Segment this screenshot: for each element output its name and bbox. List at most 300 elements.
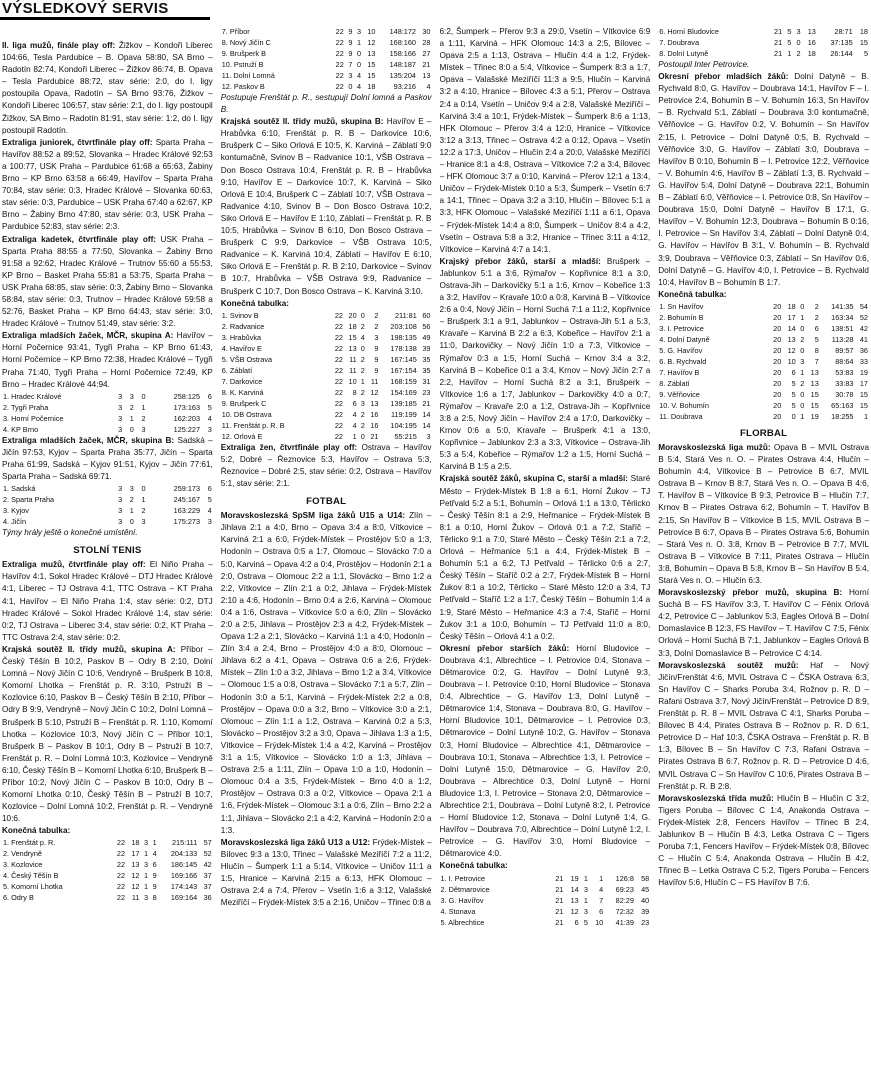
table-row	[440, 895, 651, 906]
team-name: 4. Jičín	[3, 517, 27, 527]
stat-cell: 16	[807, 38, 816, 47]
team-name: 8. Nový Jičín C	[221, 38, 271, 47]
stat-cell: 9	[348, 27, 353, 36]
team-name: 3. Kyjov	[3, 506, 29, 516]
stat-cell: 3	[129, 484, 134, 494]
stat-cell: 126:8	[615, 873, 634, 883]
stat-cell: 1	[144, 871, 149, 881]
stat-cell: 14	[570, 884, 579, 894]
stat-cell: 41	[859, 334, 868, 344]
stat-cell: 6	[352, 398, 357, 408]
stat-cell: 125:227	[173, 424, 201, 434]
stat-cell: 52	[203, 849, 212, 859]
competition-heading: Krajská soutěž II. třídy mužů, skupina B:	[220, 117, 384, 127]
stat-cell: 8	[814, 345, 819, 355]
stat-cell: 15	[348, 332, 357, 342]
team-name: 6. Odry B	[3, 893, 34, 903]
stat-cell: 22	[334, 398, 343, 408]
standings-table	[2, 483, 213, 527]
stat-cell: 5	[791, 389, 796, 399]
competition-heading: Moravskoslezská soutěž mužů:	[658, 660, 799, 670]
stat-cell: 20	[348, 310, 357, 320]
stat-cell: 173:163	[173, 402, 201, 412]
column-4	[658, 26, 869, 1082]
result-text: Frýdek-Místek – Bílovec 9:3 a 13:0, Třinec – Valašské Meziříčí 7:2 a 11:2, Hlučín – Šumperk 1:1 a 5:14, Vítkovice – Uničov 11:1 a 1:5, Hranice – Karviná 2:15 a 6:13, HFK Olomouc – Ostrava 2:4 a 7:4, Přerov – Vsetín 1:6 a 3:12, Valašské Meziříčí – Frýdek-Místek 3:5 a 2:16, Uničov – Třinec 0:8 a	[220, 837, 432, 908]
stat-cell: 21	[422, 398, 431, 408]
table-row	[2, 413, 213, 424]
stat-cell: 0	[796, 38, 801, 47]
stat-cell: 13	[787, 334, 796, 344]
stat-cell: 1	[144, 849, 149, 859]
team-name: 3. Horní Počernice	[3, 413, 64, 423]
table-row	[221, 48, 432, 59]
stat-cell: 3	[800, 356, 805, 366]
stat-cell: 1	[141, 402, 146, 412]
stat-cell: 3	[118, 495, 123, 505]
column-2	[221, 26, 432, 1082]
stat-cell: 211:81	[395, 310, 417, 320]
stat-cell: 3	[118, 391, 123, 401]
stat-cell: 20	[773, 378, 782, 388]
stat-cell: 20	[773, 312, 782, 322]
table-row	[658, 26, 869, 37]
stat-cell: 49	[422, 332, 431, 342]
stat-cell: 14	[422, 420, 431, 430]
stat-cell: 5	[583, 917, 588, 927]
stat-cell: 30:78	[835, 389, 854, 399]
table-row	[2, 859, 213, 870]
stat-cell: 148:187	[389, 60, 416, 69]
table-heading: Konečná tabulka:	[658, 289, 727, 299]
stat-cell: 5	[207, 495, 212, 505]
stat-cell: 28	[422, 38, 431, 47]
team-name: 5. Albrechtice	[440, 917, 485, 927]
stat-cell: 1	[152, 838, 157, 848]
result-block	[2, 644, 213, 825]
stat-cell: 22	[116, 871, 126, 881]
stat-cell: 12	[370, 387, 379, 397]
stat-cell: 13	[367, 49, 376, 58]
stat-cell: 3	[207, 517, 212, 527]
stat-cell: 215:111	[171, 838, 198, 848]
stat-cell: 20	[773, 301, 782, 311]
competition-heading: Moravskoslezský přebor mužů, skupina B:	[658, 588, 843, 598]
stat-cell: 12	[787, 345, 796, 355]
stat-cell: 10	[787, 356, 796, 366]
result-block	[658, 71, 869, 289]
table-heading: Konečná tabulka:	[2, 826, 71, 836]
team-name: 12. Orlová E	[221, 431, 263, 441]
team-name: 2. Vendryně	[3, 849, 42, 859]
table-row	[221, 398, 432, 409]
stat-cell: 2	[360, 365, 365, 375]
stat-cell: 0	[800, 389, 805, 399]
result-text: Havířov E – Hrabůvka 6:10, Frenštát p. R. B – Darkovice 10:6, Brušperk C – Siko Orlová E 10:5, K. Karviná – Záblatí 9:0 kontumačně, Svinov B – Radvanice 10:1, VŠB Ostrava – Don Bosco Ostrava 10:4, Frenštát p. R. B – Hrabůvka 9:10, Havířov E – Darkovice 10:7, K. Karviná – Siko Orlová E 10:4, Brušperk C – Záblatí 10:7, VŠB Ostrava – Radvanice 4:10, Svinov B – Don Bosco Ostrava 10:2, Siko Orlová E – Havířov E 1:10, Záblatí – Frenštát p. R. B 10:5, Hrabůvka – Svinov B 6:10, Don Bosco Ostrava – Brušperk C 9:9, Darkovice – VŠB Ostrava 10:5, Radvanice – K. Karviná 10:4, Záblatí – Havířov E 6:10, Siko Orlová E – Frenštát p. R. B 2:10, Darkovice – Svinov B 10:7, Hrabůvka – VŠB Ostrava 9:9, Radvanice – Brušperk C 10:7, Don Bosco Ostrava – K. Karviná 3:10.	[220, 117, 432, 296]
stat-cell: 82:29	[615, 895, 634, 905]
stat-cell: 9	[348, 49, 353, 58]
stat-cell: 12	[570, 906, 579, 916]
stat-cell: 5	[791, 378, 796, 388]
stat-cell: 3	[118, 413, 123, 423]
result-block	[2, 330, 213, 390]
stat-cell: 104:195	[390, 420, 417, 430]
stat-cell: 2	[360, 409, 365, 419]
stat-cell: 65:163	[831, 400, 854, 410]
table-row	[221, 409, 432, 420]
stat-cell: 6	[791, 367, 796, 377]
table-row	[221, 310, 432, 321]
competition-heading: Moravskoslezská liga žáků U13 a U12:	[220, 837, 371, 847]
table-row	[2, 391, 213, 402]
stat-cell: 154:169	[390, 387, 417, 397]
team-name: 10. Pstruží B	[221, 60, 264, 69]
stat-cell: 3	[426, 431, 431, 441]
stat-cell: 22	[335, 60, 344, 69]
standings-table	[221, 310, 432, 442]
stat-cell: 8	[352, 387, 357, 397]
result-text: Haf – Nový Jičín/Frenštát 4:6, MVIL Ostrava C – ČSKA Ostrava 6:3, Sn Havířov C – Sharks Poruba 3:4, Rožnov p. R. D – Rafani Ostrava 3:7, Nový Jičín/Frenštát – Petrovice D 8:9, Frenštát p. R. 8 – MVIL Ostrava C 4:1, Sharks Poruba – Bílovec B 4:4, Pirates Ostrava B – Rožnov p. R. D 6:1, Petrovice D – Haf 10:3, ČSKA Ostrava – Frenštát p. R. B 1:3, Bílovec B – Sn Havířov C 7:3, Rafani Ostrava – Pirates Ostrava B 6:7, Rožnov p. R. D – Petrovice D 4:6, MVIL Ostrava C – Sn Havířov C 10:6, Pirates Ostrava B – Frenštát p. R. B 2:8.	[658, 660, 869, 791]
stat-cell: 2	[796, 49, 801, 58]
result-text: Brušperk – Jablunkov 5:1 a 3:6, Rýmařov – Kopřivnice 8:1 a 3:0, Ostrava-Jih – Darkovičky 5:1 a 1:6, Krnov – Kobeřice 1:3 a 3:2, Havířov – Kravaře 10:0 a 0:8, Karviná B – Vítkovice 2:6 a 0:4, Nový Jičín – Horní Suchá 7:1 a 11:2, Kopřivnice – Brušperk 3:1 a 9:1, Jablunkov – Ostrava-Jih 5:1 a 5:3, Kravaře – Karviná B 2:2 a 6:3, Kobeřice – Havířov 2:1 a 11:0, Darkovičky – Nový Jičín 1:0 a 7:3, Vítkovice – Rýmařov 0:3 a 1:5, Horní Suchá – Krnov 3:4 a 3:2, Karviná B – Kobeřice 0:1 a 3:4, Krnov – Nový Jičín 2:7 a 2:2, Havířov – Horní Suchá 8:2 a 3:1, Brušperk – Vítkovice 1:6 a 1:7, Jablunkov – Darkovičky 4:0 a 0:7, Rýmařov – Kravaře 2:0 a 1:2, Ostrava-Jih – Kopřivnice 3:8 a 2:5, Nový Jičín – Havířov 2:4 a 17:0, Darkovičky – Krnov 0:6 a 5:0, Kravaře – Brušperk 4:1 a 13:0, Kopřivnice – Jablunkov 2:3 a 3:3, Vítkovice – Ostrava-Jih 5:3 a 5:4, Kobeřice – Rýmařov 1:2 a 1:5, Horní Suchá – Karviná B 1:5 a 2:5.	[439, 256, 651, 472]
stat-cell: 21	[555, 917, 564, 927]
team-name: 2. Tygři Praha	[3, 402, 49, 412]
stat-cell: 5	[863, 49, 868, 58]
result-block	[2, 137, 213, 234]
team-name: 10. DB Ostrava	[221, 409, 272, 419]
stat-cell: 22	[334, 431, 343, 441]
stat-cell: 42	[859, 323, 868, 333]
table-row	[2, 483, 213, 494]
stat-cell: 33	[859, 356, 868, 366]
stat-cell: 4	[356, 71, 362, 80]
stat-cell: 22	[335, 27, 344, 36]
stat-cell: 22	[335, 82, 344, 91]
stat-cell: 1	[583, 895, 588, 905]
team-name: 12. Paskov B	[221, 82, 265, 91]
stat-cell: 21	[774, 38, 783, 47]
stat-cell: 7	[599, 895, 604, 905]
stat-cell: 113:28	[831, 334, 854, 344]
article-columns	[2, 26, 869, 1082]
team-name: 2. Radvanice	[221, 321, 265, 331]
table-row	[221, 37, 432, 48]
table-row	[221, 420, 432, 431]
team-name: 6. Záblatí	[221, 365, 253, 375]
stat-cell: 1	[129, 506, 134, 516]
stat-cell: 20	[773, 323, 782, 333]
result-block	[440, 256, 651, 474]
stat-cell: 9	[374, 354, 379, 364]
result-block	[658, 793, 869, 890]
stat-cell: 3	[118, 484, 123, 494]
stat-cell: 21	[555, 906, 564, 916]
table-row	[658, 367, 869, 378]
stat-cell: 18	[787, 301, 796, 311]
stat-cell: 204:133	[170, 849, 198, 859]
stat-cell: 22	[334, 376, 343, 386]
table-row	[658, 37, 869, 48]
team-name: 6. Horní Bludovice	[659, 27, 719, 36]
stat-cell: 1	[356, 38, 362, 47]
stat-cell: 3	[348, 71, 353, 80]
stat-cell: 26:144	[830, 49, 853, 58]
stat-cell: 148:172	[389, 27, 416, 36]
stat-cell: 13	[570, 895, 579, 905]
stat-cell: 6	[152, 860, 157, 870]
stat-cell: 30	[422, 27, 431, 36]
result-text: Sadská – Jičín 97:53, Kyjov – Sparta Praha 35:77, Jičín – Sparta Praha 61:99, Sadská – Kyjov 91:51, Kyjov – Jičín 77:61, Sparta Praha – Sadská 69:71.	[2, 435, 213, 481]
stat-cell: 14	[422, 409, 431, 419]
stat-cell: 22	[116, 860, 126, 870]
stat-cell: 10	[367, 27, 376, 36]
stat-cell: 15	[859, 389, 868, 399]
stat-cell: 1	[800, 367, 805, 377]
stat-cell: 22	[334, 332, 343, 342]
stat-cell: 258:125	[173, 391, 201, 401]
stat-cell: 3	[129, 391, 134, 401]
stat-cell: 163:34	[831, 312, 854, 322]
stat-cell: 28:71	[834, 27, 853, 36]
stat-cell: 37:135	[830, 38, 853, 47]
competition-heading: Krajský přebor žáků, starší a mladší:	[439, 256, 601, 266]
team-name: 7. Příbor	[221, 27, 250, 36]
stat-cell: 13	[810, 378, 819, 388]
stat-cell: 3	[141, 517, 146, 527]
note-text: Postoupil Inter Petrovice.	[658, 60, 750, 69]
stat-cell: 22	[335, 71, 344, 80]
table-row	[2, 505, 213, 516]
result-text: 6:2, Šumperk – Přerov 9:3 a 29:0, Vsetín – Vítkovice 6:9 a 1:11, Karviná – HFK Olomouc 14:3 a 2:5, Bílovec – Opava 2:5 a 1:13, Ostrava – Hlučín 4:4 a 1:2, Frýdek-Místek – Třinec 8:0 a 5:4, Vítkovice – Šumperk 8:3 a 1:7, Opava – Valašské Meziříčí 11:3 a 9:5, Hlučín – Karviná 3:2 a 4:10, Hranice – Bílovec 4:3 a 5:1, Přerov – Ostrava 2:4 a 0:14, Vsetín – Uničov 9:4 a 2:8, Valašské Meziříčí – Karviná 3:4 a 10:1, Frýdek-Místek – Šumperk 8:6 a 1:13, HFK Olomouc – Přerov 3:4 a 12:0, Hranice – Vítkovice 3:12 a 3:13, Třinec – Ostrava 4:2 a 0:12, Opava – Vsetín 12:2 a 17:3, Uničov – Hlučín 2:4 a 20:0, Valašské Meziříčí – Hranice 8:1 a 4:8, Ostrava – Vítkovice 7:2 a 3:4, Bílovec – HFK Olomouc 3:7 a 0:10, Karviná – Přerov 12:1 a 13:4, Uničov – Frýdek-Místek 0:10 a 5:3, Šumperk – Vsetín 6:7 a 14:1, Třinec – Opava 3:2 a 3:10, Hlučín – Bílovec 5:1 a 3:3, HFK Olomouc – Valašské Meziříčí 1:11 a 6:1, Opava – Frýdek-Místek 14:4 a 8:0, Šumperk – Uničov 8:4 a 4:2, Vsetín – Ostrava 5:8 a 3:2, Hranice – Třinec 3:11 a 4:12, Vítkovice – Karviná 4:7 a 14:1.	[439, 27, 651, 254]
stat-cell: 16	[370, 420, 379, 430]
result-block	[658, 442, 869, 587]
competition-heading: Extraliga žen, čtvrtfinále play off:	[220, 442, 358, 452]
sport-section-title: STOLNÍ TENIS	[73, 545, 142, 557]
team-name: 8. Dolní Lutyně	[659, 49, 709, 58]
stat-cell: 10	[595, 917, 604, 927]
competition-heading: Extraliga mladších žaček, MČR, skupina A:	[2, 331, 174, 341]
stat-cell: 3	[118, 517, 123, 527]
stat-cell: 10	[348, 376, 357, 386]
stat-cell: 1	[800, 411, 805, 421]
team-name: 4. Český Těšín B	[3, 871, 59, 881]
stat-cell: 1	[129, 413, 134, 423]
team-name: 11. Frenštát p. R. B	[221, 420, 285, 430]
team-name: 7. Havířov B	[659, 367, 700, 377]
result-text: Horní Bludovice – Doubrava 4:1, Albrechtice – I. Petrovice 0:4, Stonava – Dětmarovice 0:2, G. Havířov – Dolní Lutyně 9:3, Doubrava – I. Petrovice 0:10, Horní Bludovice – Stonava 0:4, Albrechtice – G. Havířov 1:3, Dolní Lutyně – Dětmarovice 1:4, Stonava – Doubrava 8:0, G. Havířov – Horní Bludovice 10:1, Dětmarovice – I. Petrovice 0:3, Dětmarovice – Dolní Lutyně 10:2, G. Havířov – Stonava 0:3, Horní Bludovice – Albrechtice 4:1, Dětmarovice – Doubrava 10:1, Stonava – Albrechtice 1:3, I. Petrovice – Dolní Lutyně 15:0, Dětmarovice – G. Havířov 2:0, Doubrava – Albrechtice 0:3, Dolní Lutyně – Horní Bludovice 1:3, I. Petrovice – Stonava 2:0, Dětmarovice – Albrechtice 2:1, Doubrava – Dolní Lutyně 8:2, I. Petrovice – Horní Bludovice 1:2, Stonava – Dolní Lutyně 1:4, G. Havířov – Doubrava 7:0, Albrechtice – Dolní Lutyně 1:2, I. Petrovice – G. Havířov 3:0, Horní Bludovice – Dětmarovice 4:0.	[439, 643, 651, 859]
standings-table	[2, 837, 213, 903]
stat-cell: 19	[859, 367, 868, 377]
stat-cell: 1	[352, 431, 357, 441]
competition-heading: II. liga mužů, finále play off:	[2, 41, 116, 50]
team-name: 3. Hrabůvka	[221, 332, 262, 342]
result-block	[658, 587, 869, 660]
stat-cell: 12	[131, 882, 140, 892]
stat-cell: 1	[787, 49, 792, 58]
stat-cell: 18	[348, 321, 357, 331]
stat-cell: 36	[859, 345, 868, 355]
stat-cell: 3	[118, 424, 123, 434]
stat-cell: 13	[422, 71, 431, 80]
stat-cell: 186:145	[170, 860, 198, 870]
stat-cell: 1	[141, 495, 146, 505]
stat-cell: 6	[814, 323, 819, 333]
stat-cell: 3	[144, 860, 149, 870]
stat-cell: 93:216	[393, 82, 416, 91]
sport-section-title: FLORBAL	[740, 427, 788, 439]
stat-cell: 20	[773, 345, 782, 355]
stat-cell: 3	[374, 332, 379, 342]
stat-cell: 2	[141, 506, 146, 516]
stat-cell: 11	[349, 365, 357, 375]
competition-heading: Moravskoslezská třída mužů:	[658, 793, 774, 803]
stat-cell: 2	[129, 495, 134, 505]
table-row	[221, 365, 432, 376]
stat-cell: 2	[141, 413, 146, 423]
stat-cell: 3	[796, 27, 801, 36]
result-text: El Niño Praha – Havířov 4:1, Sokol Hradec Králové – DTJ Hradec Králové 4:1, Liberec – TJ Ostrava 4:1, TTC Ostrava – KT Praha 4:1, Havířov – El Niño Praha 1:4, stav série: 0:2, DTJ Hradec Králové – Sokol Hradec Králové 1:4, stav série: 0:2, TJ Ostrava – Liberec 3:4, stav série: 0:2, KT Praha – TTC Ostrava 2:4, stav série: 0:2.	[2, 560, 213, 642]
stat-cell: 20	[773, 411, 782, 421]
table-row	[440, 873, 651, 884]
team-name: 11. Dolní Lomná	[221, 71, 275, 80]
stat-cell: 2	[374, 321, 379, 331]
team-name: 5. Komorní Lhotka	[3, 882, 63, 892]
stat-cell: 18	[807, 49, 816, 58]
stat-cell: 139:185	[390, 398, 417, 408]
result-block	[440, 473, 651, 642]
page-title: VÝSLEDKOVÝ SERVIS	[0, 0, 210, 20]
stat-cell: 203:108	[390, 321, 417, 331]
stat-cell: 20	[773, 400, 782, 410]
table-row	[2, 892, 213, 903]
team-name: 11. Doubrava	[659, 411, 703, 421]
stat-cell: 135:204	[389, 71, 416, 80]
stat-cell: 13	[348, 343, 357, 353]
stat-cell: 5	[207, 402, 212, 412]
stat-cell: 3	[356, 27, 362, 36]
stat-cell: 37	[203, 871, 212, 881]
stat-cell: 0	[356, 60, 362, 69]
table-row	[658, 312, 869, 323]
stat-cell: 2	[129, 402, 134, 412]
stat-cell: 3	[118, 402, 123, 412]
stat-cell: 54	[859, 301, 868, 311]
standings-table	[2, 391, 213, 435]
stat-cell: 21	[555, 884, 564, 894]
stat-cell: 22	[334, 343, 343, 353]
table-row	[658, 301, 869, 312]
stat-cell: 4	[426, 82, 431, 91]
stat-cell: 6	[599, 906, 604, 916]
team-name: 9. Věřňovice	[659, 389, 700, 399]
stat-cell: 158:166	[389, 49, 416, 58]
table-row	[2, 494, 213, 505]
table-row	[658, 400, 869, 411]
stat-cell: 9	[152, 871, 157, 881]
result-text: Horní Suchá B – FS Havířov 3:3, T. Havířov C – Fénix Orlová 4:2, Petrovice C – Jablunkov 5:3, Eagles Orlová B – Dolní Domaslavice B 12:3, FS Havířov – T. Havířov C 7:5, Fénix Orlová – Horní Suchá B 7:1, Jablunkov – Eagles Orlová B 3:3, Dolní Domaslavice B – Petrovice C 4:14.	[658, 588, 869, 658]
team-name: 7. Darkovice	[221, 376, 263, 386]
stat-cell: 0	[141, 391, 146, 401]
stat-cell: 4	[356, 82, 362, 91]
result-text: Zlín – Jihlava 2:1 a 4:0, Brno – Opava 3:4 a 8:0, Vítkovice – Karviná 2:1 a 6:0, Frýdek-Místek – Prostějov 5:0 a 1:3, Hodonín – Ostrava 0:5 a 1:7, Olomouc – Slovácko 7:0 a 5:0, Karviná – Opava 4:2 a 0:4, Prostějov – Hodonín 2:1 a 2:0, Ostrava – Olomouc 2:2 a 1:1, Slovácko – Brno 1:2 a 2:2, Vítkovice – Zlín 2:1 a 0:2, Jihlava – Frýdek-Místek 2:10 a 4:6, Hodonín – Brno 0:4 a 2:6, Karviná – Olomouc 0:4 a 1:6, Ostrava – Vítkovice 5:0 a 6:0, Zlín – Slovácko 2:0 a 2:5, Jihlava – Prostějov 2:3 a 4:2, Frýdek-Místek – Opava 1:2 a 2:1, Slovácko – Karviná 1:1 a 4:0, Hodonín – Zlín 3:4 a 2:4, Brno – Prostějov 4:0 a 8:0, Olomouc – Jihlava 6:2 a 4:1, Opava – Ostrava 0:6 a 2:6, Frýdek-Místek – Zlín 1:0 a 3:2, Jihlava – Brno 1:2 a 3:4, Vítkovice – Olomouc 1:5 a 0:8, Ostrava – Slovácko 7:1 a 5:7, Zlín – Hodonín 3:0 a 5:1, Karviná – Frýdek-Místek 2:2 a 0:8, Prostějov – Opava 0:0 a 3:2, Brno – Vítkovice 3:0 a 2:1, Olomouc – Zlín 1:1 a 1:2, Ostrava – Karviná 0:2 a 5:3, Slovácko – Prostějov 3:2 a 3:0, Opava – Jihlava 1:3 a 1:5, Vítkovice – Frýdek-Místek 1:4 a 4:2, Karviná – Prostějov 3:1 a 1:5, Vítkovice – Slovácko 1:0 a 1:3, Jihlava – Ostrava 2:5 a 1:11, Zlín – Opava 1:0 a 1:0, Hodonín – Olomouc 0:4 a 3:5, Frýdek-Místek – Brno 4:0 a 1:2, Prostějov – Ostrava 0:3 a 0:2, Vítkovice – Opava 2:1 a 1:6, Frýdek-Místek – Olomouc 3:1 a 0:6, Zlín – Brno 2:2 a 1:1, Jihlava – Slovácko 2:1 a 4:2, Karviná – Hodonín 2:0 a 1:3.	[220, 511, 432, 835]
stat-cell: 174:143	[170, 882, 198, 892]
stat-cell: 22	[334, 354, 343, 364]
sport-section-title: FOTBAL	[306, 496, 347, 508]
result-block	[440, 26, 651, 256]
result-block	[221, 116, 432, 297]
competition-heading: Krajská soutěž II. třídy mužů, skupina A:	[2, 644, 176, 654]
stat-cell: 3	[360, 398, 365, 408]
result-block	[2, 40, 213, 137]
table-row	[2, 881, 213, 892]
stat-cell: 22	[116, 893, 126, 903]
stat-cell: 259:173	[173, 484, 201, 494]
stat-cell: 22	[335, 49, 344, 58]
stat-cell: 20	[773, 389, 782, 399]
stat-cell: 9	[348, 38, 353, 47]
stat-cell: 0	[356, 49, 362, 58]
stat-cell: 198:135	[390, 332, 417, 342]
stat-cell: 22	[334, 387, 343, 397]
table-row	[2, 402, 213, 413]
team-name: 8. K. Karviná	[221, 387, 264, 397]
stat-cell: 56	[422, 321, 431, 331]
stat-cell: 162:203	[173, 413, 201, 423]
column-1	[2, 40, 213, 1082]
table-row	[2, 516, 213, 527]
column-3	[440, 26, 651, 1082]
table-row	[2, 837, 213, 848]
stat-cell: 2	[360, 420, 365, 430]
table-row	[221, 376, 432, 387]
team-name: 5. G. Havířov	[659, 345, 703, 355]
team-name: 2. Dětmarovice	[440, 884, 490, 894]
competition-heading: Okresní přebor mladších žáků:	[658, 72, 789, 82]
stat-cell: 27	[422, 49, 431, 58]
stat-cell: 11	[370, 376, 379, 386]
team-name: 3. I. Petrovice	[659, 323, 704, 333]
stat-cell: 36	[203, 893, 212, 903]
result-block	[221, 837, 432, 910]
stat-cell: 35	[422, 365, 431, 375]
stat-cell: 138:51	[831, 323, 854, 333]
table-row	[2, 848, 213, 859]
team-name: 9. Brušperk C	[221, 398, 267, 408]
stat-cell: 15	[859, 400, 868, 410]
table-heading: Konečná tabulka:	[439, 861, 508, 871]
stat-cell: 39	[641, 906, 650, 916]
table-row	[221, 26, 432, 37]
stat-cell: 45	[641, 884, 650, 894]
result-block	[2, 234, 213, 331]
stat-cell: 40	[641, 895, 650, 905]
stat-cell: 2	[360, 354, 365, 364]
team-name: 4. Stonava	[440, 906, 476, 916]
stat-cell: 88:64	[835, 356, 854, 366]
stat-cell: 13	[370, 398, 379, 408]
stat-cell: 22	[334, 310, 343, 320]
competition-heading: Extraliga mužů, čtvrtfinále play off:	[2, 560, 146, 570]
team-name: 3. G. Havířov	[440, 895, 484, 905]
team-name: 1. Frenštát p. R.	[3, 838, 56, 848]
competition-heading: Moravskoslezská liga mužů:	[658, 442, 771, 452]
stat-cell: 15	[367, 60, 376, 69]
stat-cell: 18:255	[831, 411, 854, 421]
stat-cell: 4	[152, 849, 157, 859]
stat-cell: 21	[422, 60, 431, 69]
table-row	[658, 323, 869, 334]
stat-cell: 0	[800, 400, 805, 410]
stat-cell: 12	[131, 871, 140, 881]
